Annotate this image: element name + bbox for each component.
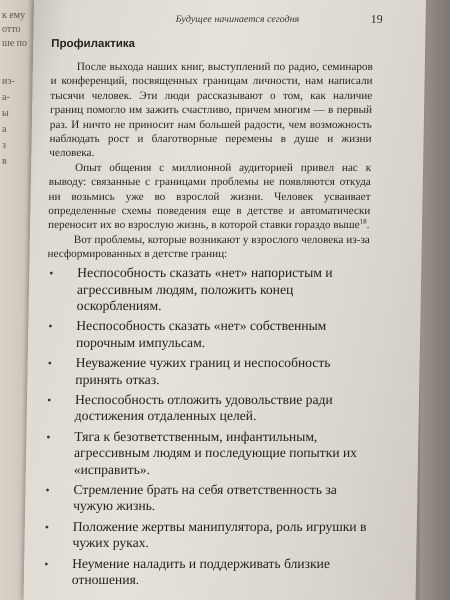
list-item [38, 519, 369, 552]
bullet-icon: • [44, 519, 50, 534]
section-heading: Профилактика [51, 38, 136, 50]
list-item [39, 482, 370, 515]
list-item-text: Неспособность сказать «нет» собственным порочным импульсам. [75, 318, 327, 350]
prev-page-fragment: из- [2, 76, 15, 87]
body-text [47, 60, 373, 262]
list-item [38, 556, 369, 589]
bullet-icon: • [44, 556, 49, 571]
list-item-text: Положение жертвы манипулятора, роль игрушки в чужих руках. [72, 518, 367, 551]
list-item [41, 392, 372, 425]
prev-page-fragment: к ему [2, 10, 26, 21]
list-item-text: Неспособность сказать «нет» напористым и агрессивным людям, положить конец оскорблениям. [76, 265, 333, 313]
prev-page-fragment: в [2, 156, 7, 167]
paragraph-text: Опыт общения с миллионной аудиторией привел нас к выводу: связанные с границами проблемы не появляются откуда ни возьмись уже во взрослой жизни. Человек усваивает определенные схемы поведения еще в детстве и автоматически переносит их во взрослую жизнь, в которой ставки гораздо выше [47, 161, 372, 232]
list-item [42, 318, 373, 351]
bullet-icon: • [46, 429, 51, 444]
list-item-text: Неуважение чужих границ и неспособность принять отказ. [75, 355, 331, 387]
list-item-text: Тяга к безответственным, инфантильным, агрессивным людям и последующие попытки их «исправить». [73, 428, 358, 477]
running-title: Будущее начинается сегодня [175, 14, 300, 25]
book-page [24, 0, 426, 600]
list-item-text: Неумение наладить и поддерживать близкие отношения. [71, 555, 331, 588]
prev-page-fragment: з [2, 140, 6, 151]
bullet-icon: • [48, 319, 53, 334]
bullet-icon: • [46, 392, 52, 407]
list-item [41, 355, 372, 388]
prev-page-fragment: ы [2, 108, 9, 119]
bullet-icon: • [45, 482, 50, 497]
background-surface [420, 0, 450, 600]
problem-list [38, 265, 374, 592]
footnote-marker: 18 [359, 217, 367, 226]
list-item-text: Стремление брать на себя ответственность за чужую жизнь. [73, 481, 337, 514]
prev-page-fragment: ше по [2, 38, 27, 49]
list-item-text: Неспособность отложить удовольствие ради достижения отдаленных целей. [74, 391, 333, 424]
paragraph: Опыт общения с миллионной аудиторией привел нас к выводу: связанные с границами проблемы не появляются откуда ни возьмись уже во взрослой жизни. Человек усваивает определенные схемы поведения еще в детстве и автоматически переносит их во взрослую жизнь, в которой ставки гораздо выше$^{18}$. [47, 161, 372, 232]
bullet-icon: • [49, 266, 54, 280]
prev-page-fragment: отто [2, 24, 21, 35]
list-item [40, 429, 371, 479]
page-number: 19 [370, 12, 383, 26]
list-item [43, 265, 374, 315]
paragraph: После выхода наших книг, выступлений по радио, семинаров и конференций, посвященных границам личности, нам написали тысячи человек. Эти люди рассказывают о том, как наличие границ помогло им зажить счастливо, причем многим — в первый раз. И ничто не приносит нам большей радости, чем возможность наблюдать рост и благотворные перемены в душе и жизни человека. [49, 61, 373, 160]
paragraph: Вот проблемы, которые возникают у взрослого человека из-за несформированных в детстве границ: [47, 233, 370, 261]
prev-page-fragment: а- [2, 92, 10, 103]
prev-page-fragment: а [2, 124, 7, 135]
bullet-icon: • [47, 356, 52, 371]
